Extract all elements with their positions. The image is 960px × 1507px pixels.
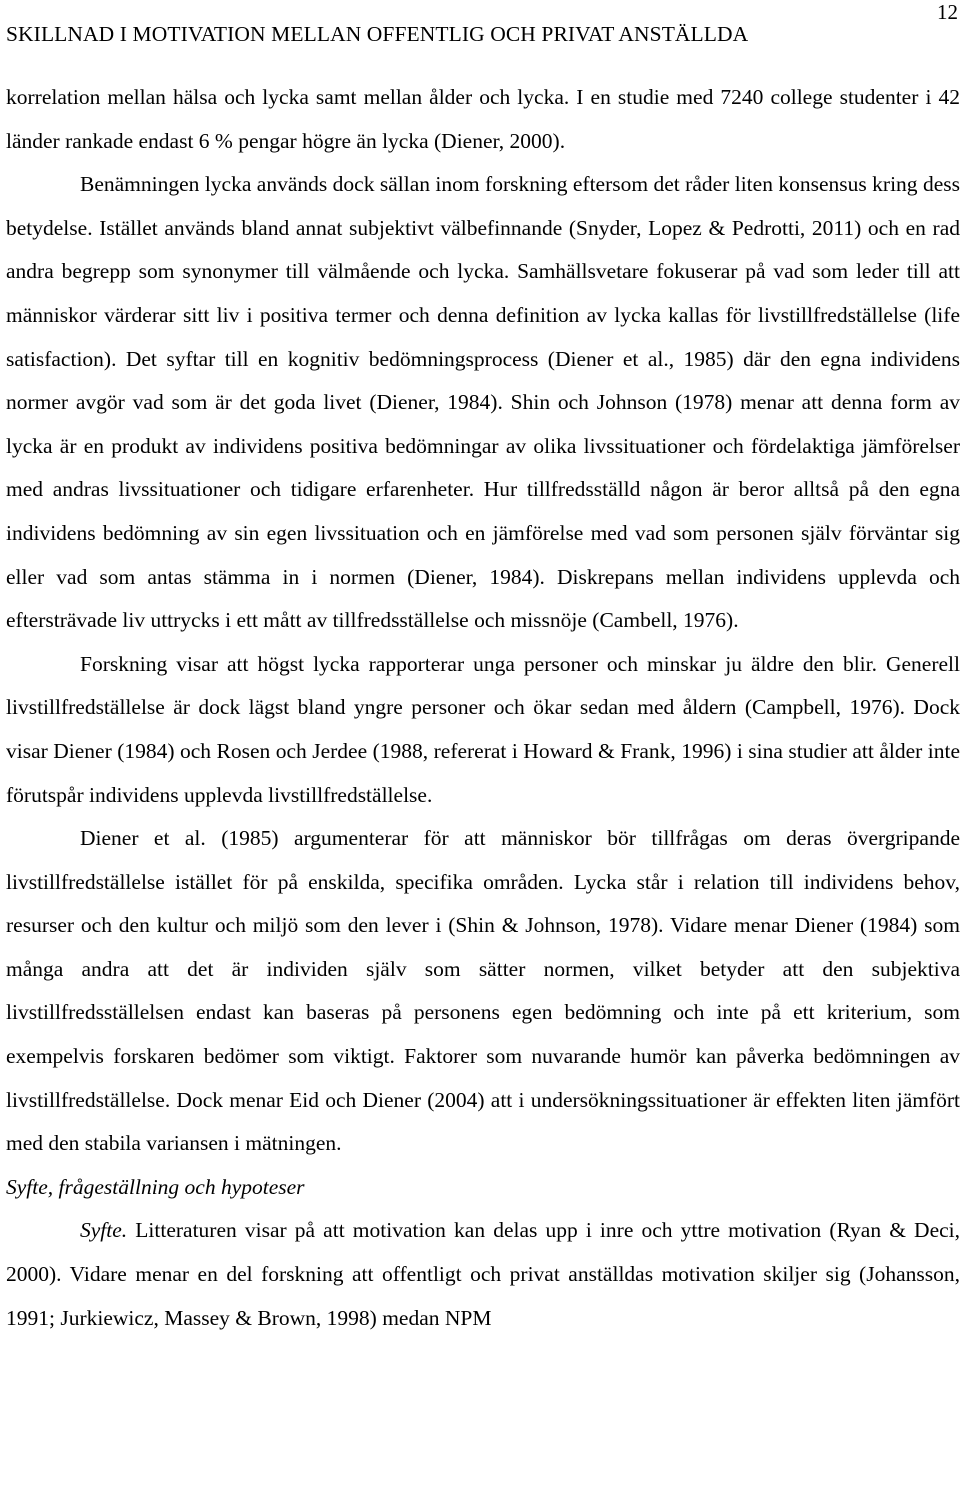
body-text <box>6 76 960 1340</box>
paragraph-age-and-happiness: Forskning visar att högst lycka rapporterar unga personer och minskar ju äldre den blir. Generell livstillfredställelse är dock lägst bland yngre personer och ökar sedan med åldern (Campbell, 1976). Dock visar Diener (1984) och Rosen och Jerdee (1988, refererat i Howard & Frank, 1996) i sina studier att ålder inte förutspår individens upplevda livstillfredställelse. <box>6 651 960 807</box>
page-number: 12 <box>937 0 958 24</box>
paragraph-continuation: korrelation mellan hälsa och lycka samt mellan ålder och lycka. I en studie med 7240 college studenter i 42 länder rankade endast 6 % pengar högre än lycka (Diener, 2000). <box>6 85 960 153</box>
running-head: SKILLNAD I MOTIVATION MELLAN OFFENTLIG OCH PRIVAT ANSTÄLLDA <box>6 22 749 46</box>
purpose-inline-heading: Syfte. <box>80 1218 128 1243</box>
paragraph-happiness-definition: Benämningen lycka används dock sällan inom forskning eftersom det råder liten konsensus kring dess betydelse. Istället används bland annat subjektivt välbefinnande (Snyder, Lopez & Pedrotti, 2011) och en rad andra begrepp som synonymer till välmående och lycka. Samhällsvetare fokuserar på vad som leder till att människor värderar sitt liv i positiva termer och denna definition av lycka kallas för livstillfredställelse (life satisfaction). Det syftar till en kognitiv bedömningsprocess (Diener et al., 1985) där den egna individens normer avgör vad som är det goda livet (Diener, 1984). Shin och Johnson (1978) menar att denna form av lycka är en produkt av individens positiva bedömningar av olika livssituationer och fördelaktiga jämförelser med andras livssituationer och tidigare erfarenheter. Hur tillfredsställd någon är beror alltså på den egna individens bedömning av sin egen livssituation och en jämförelse med vad som personen själv förväntar sig eller vad som antas stämma in i normen (Diener, 1984). Diskrepans mellan individens upplevda och eftersträvade liv uttrycks i ett mått av tillfredsställelse och missnöje (Cambell, 1976). <box>6 172 960 633</box>
section-heading: Syfte, frågeställning och hypoteser <box>6 1174 305 1199</box>
purpose-text: Litteraturen visar på att motivation kan delas upp i inre och yttre motivation (Ryan & Deci, 2000). Vidare menar en del forskning att offentligt och privat anställdas motivation skiljer sig (Johansson, 1991; Jurkiewicz, Massey & Brown, 1998) medan NPM <box>6 1218 960 1330</box>
paragraph-overall-satisfaction: Diener et al. (1985) argumenterar för att människor bör tillfrågas om deras övergripande livstillfredställelse istället för på enskilda, specifika områden. Lycka står i relation till individens behov, resurser och den kultur och miljö som den lever i (Shin & Johnson, 1978). Vidare menar Diener (1984) som många andra att det är individen själv som sätter normen, vilket betyder att den subjektiva livstillfredsställelsen endast kan baseras på personens egen bedömning och inte på ett kriterium, som exempelvis forskaren bedömer som viktigt. Faktorer som nuvarande humör kan påverka bedömningen av livstillfredställelse. Dock menar Eid och Diener (2004) att i undersökningssituationer är effekten liten jämfört med den stabila variansen i mätningen. <box>6 826 960 1156</box>
paragraph-purpose <box>6 1209 960 1340</box>
